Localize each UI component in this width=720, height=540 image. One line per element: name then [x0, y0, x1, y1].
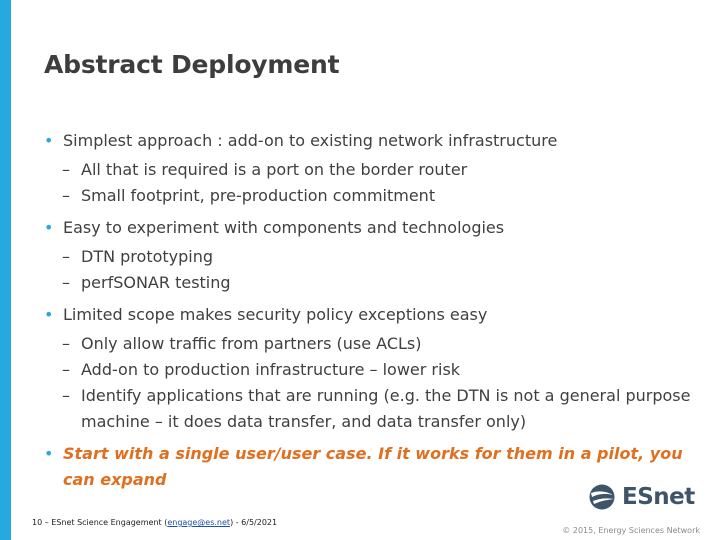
- dash: –: [62, 273, 70, 292]
- sub-bullet: [44, 331, 694, 357]
- bullet-2: [44, 215, 694, 241]
- sub-bullet-text: perfSONAR testing: [81, 273, 231, 292]
- bullet-dot: •: [44, 218, 54, 237]
- bullet-1: [44, 128, 694, 154]
- sub-bullet: [44, 357, 694, 383]
- sub-bullet: [44, 183, 694, 209]
- accent-bar: [0, 0, 11, 540]
- globe-icon: [588, 483, 616, 511]
- bullet-dot: •: [44, 444, 54, 463]
- bullet-dot: •: [44, 305, 54, 324]
- slide-content: [44, 128, 694, 496]
- footer-suffix: ) - 6/5/2021: [230, 518, 278, 527]
- bullet-dot: •: [44, 131, 54, 150]
- dash: –: [62, 247, 70, 266]
- bullet-text: Easy to experiment with components and technologies: [63, 218, 505, 237]
- sub-bullet-text: All that is required is a port on the border router: [81, 160, 468, 179]
- dash: –: [62, 334, 70, 353]
- footer-left: [32, 518, 277, 527]
- bullet-text-emphasis: Start with a single user/user case. If it works for them in a pilot, you can expand: [63, 444, 683, 489]
- dash: –: [62, 360, 70, 379]
- sub-bullet-text: DTN prototyping: [81, 247, 214, 266]
- dash: –: [62, 160, 70, 179]
- sub-bullet-text: Small footprint, pre-production commitment: [81, 186, 436, 205]
- footer-email-link[interactable]: engage@es.net: [167, 518, 231, 527]
- sub-bullet-text: Identify applications that are running (e.g. the DTN is not a general purpose machine – it does data transfer, and data transfer only): [81, 386, 691, 431]
- sub-bullet: [44, 270, 694, 296]
- sub-bullet-text: Only allow traffic from partners (use ACLs): [81, 334, 422, 353]
- footer-copyright: © 2015, Energy Sciences Network: [562, 526, 700, 535]
- bullet-3: [44, 302, 694, 328]
- bullet-text: Limited scope makes security policy exceptions easy: [63, 305, 488, 324]
- dash: –: [62, 186, 70, 205]
- logo-text: ESnet: [622, 484, 695, 510]
- sub-bullet-text: Add-on to production infrastructure – lower risk: [81, 360, 461, 379]
- sub-bullet: [44, 157, 694, 183]
- slide-title: Abstract Deployment: [44, 50, 340, 79]
- sub-bullet: [44, 383, 694, 435]
- bullet-text: Simplest approach : add-on to existing network infrastructure: [63, 131, 558, 150]
- sub-bullet: [44, 244, 694, 270]
- footer-prefix: 10 – ESnet Science Engagement (: [32, 518, 168, 527]
- esnet-logo: [588, 479, 695, 515]
- dash: –: [62, 386, 70, 405]
